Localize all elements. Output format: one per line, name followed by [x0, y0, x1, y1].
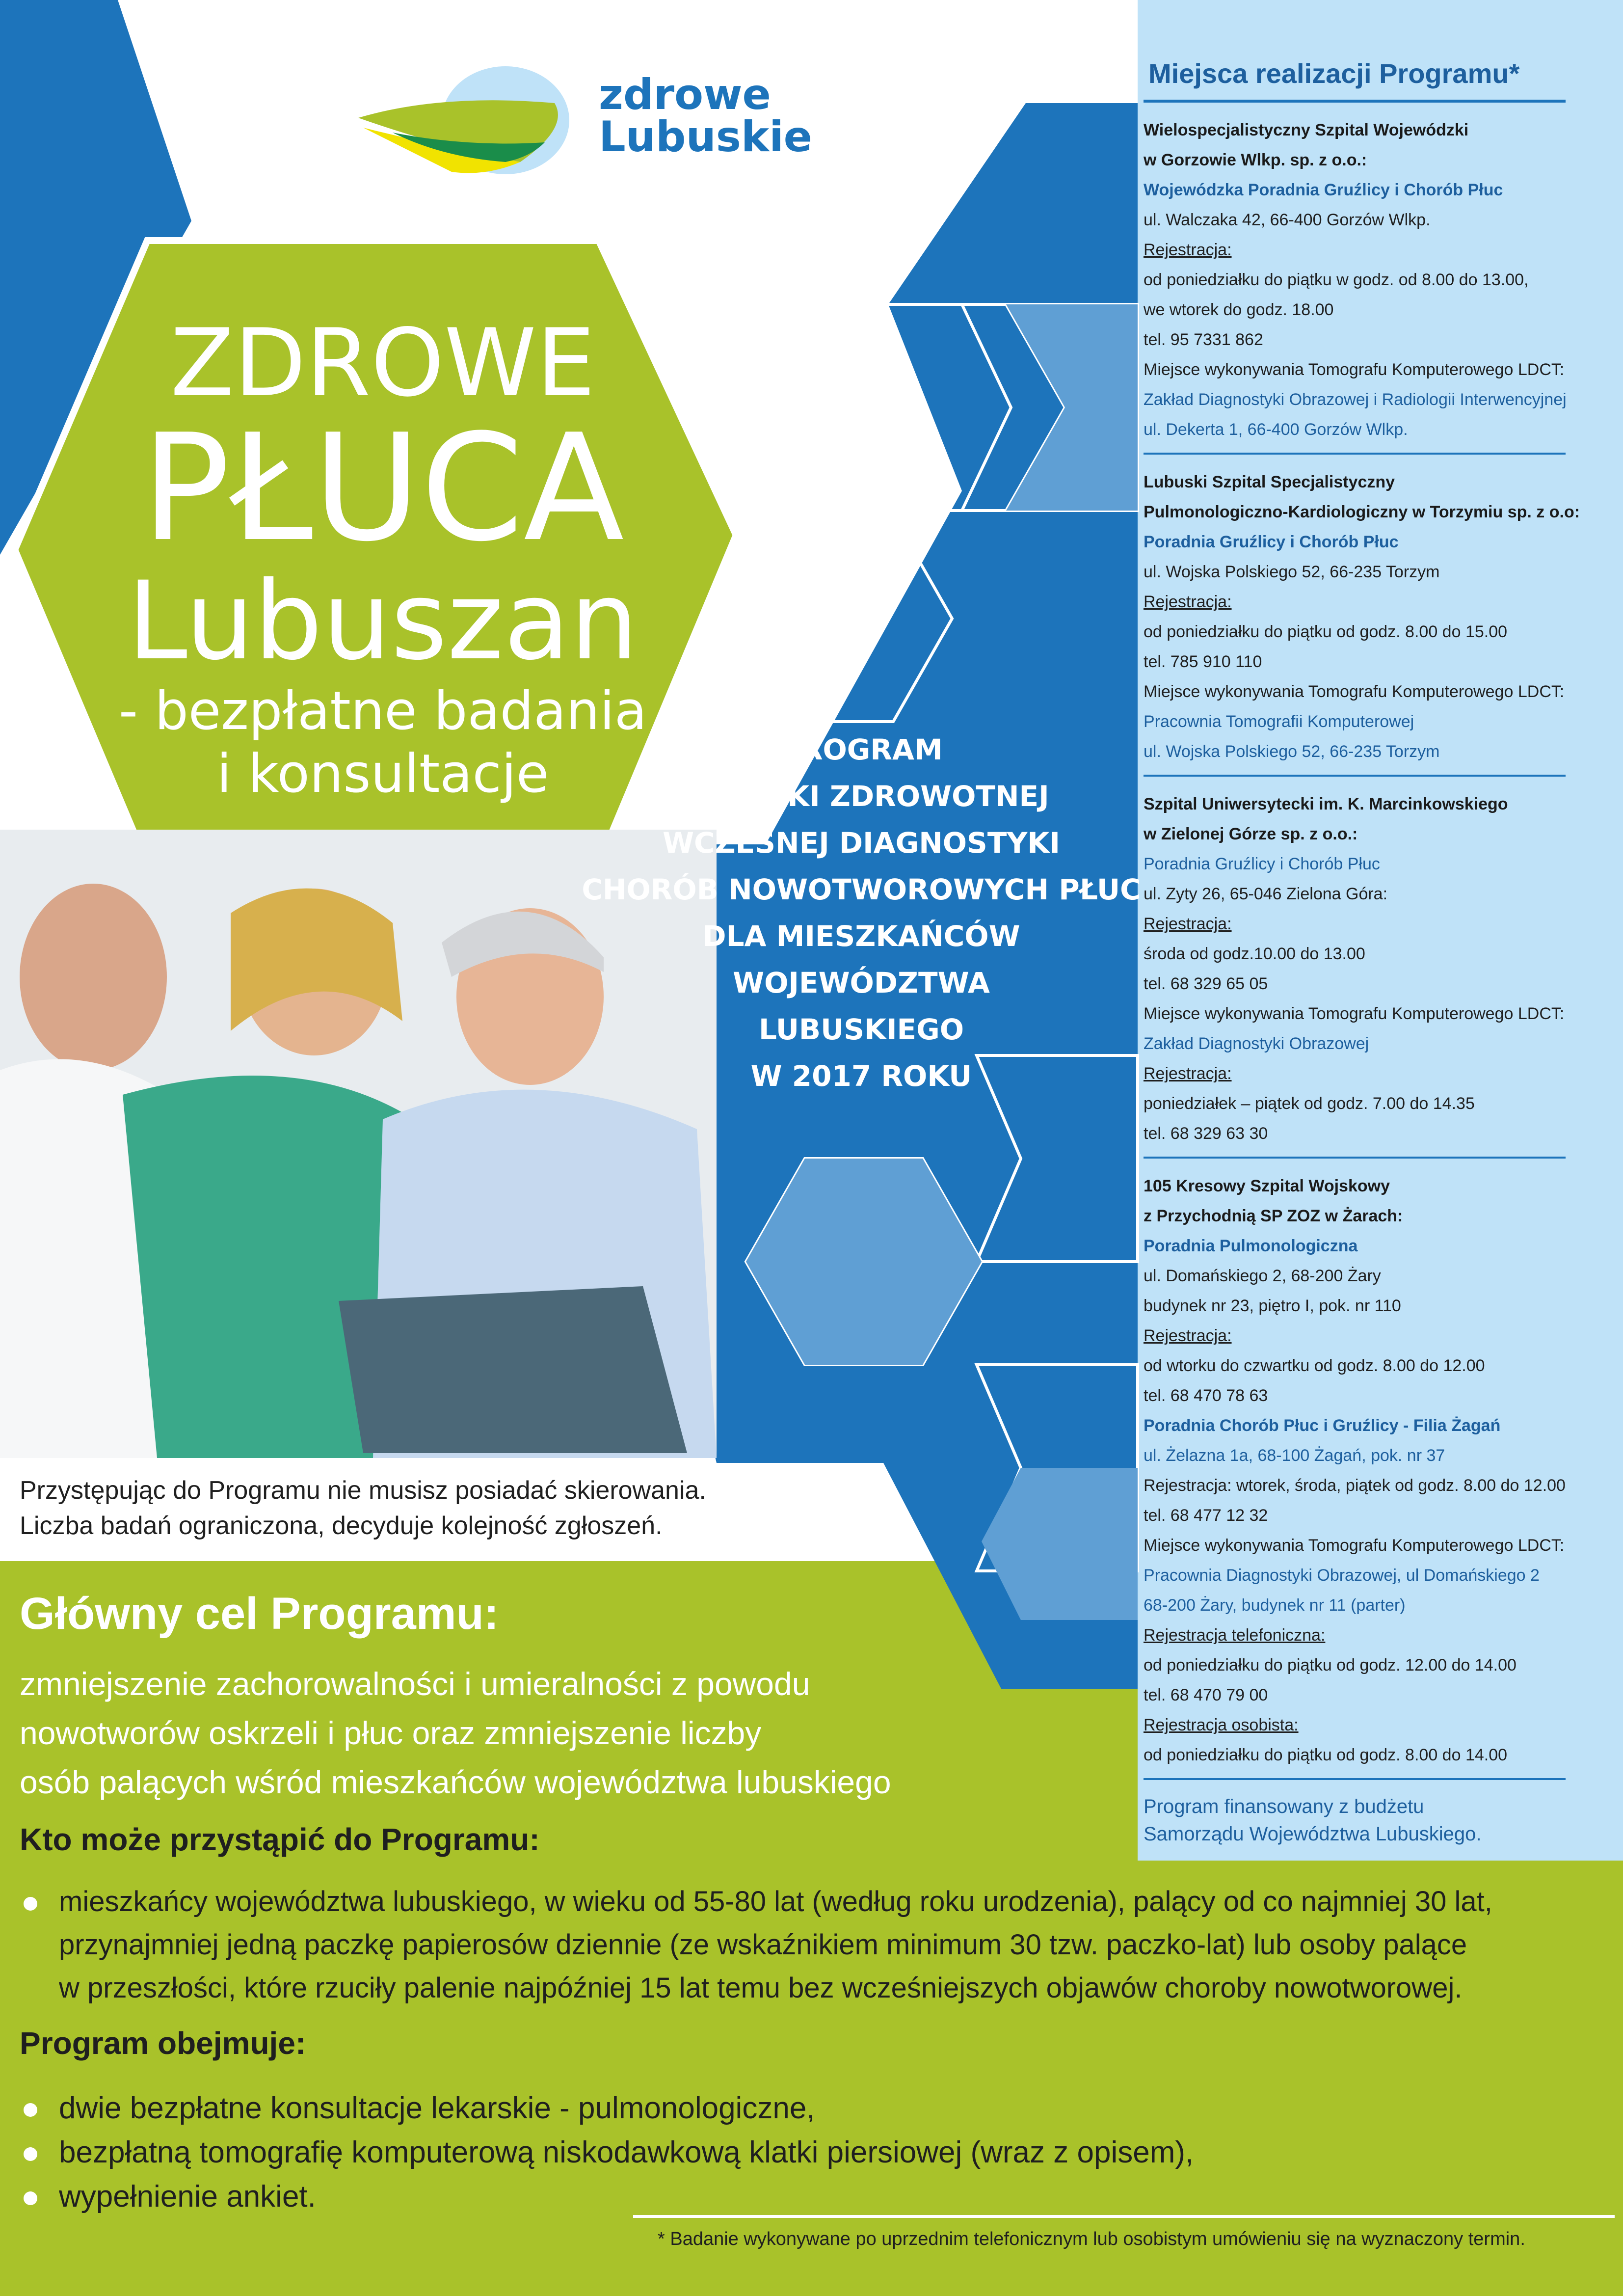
hero-line-4: - bezpłatne badania: [118, 680, 647, 742]
hours: środa od godz.10.00 do 13.00: [1144, 945, 1365, 963]
goal-heading: Główny cel Programu:: [20, 1589, 499, 1639]
program-title: [579, 727, 1144, 1100]
goal-line: zmniejszenie zachorowalności i umieralności z powodu: [20, 1666, 810, 1702]
program-line: LUBUSKIEGO: [758, 1013, 964, 1046]
ct-location: ul. Dekerta 1, 66-400 Gorzów Wlkp.: [1144, 420, 1408, 439]
registration-label: Rejestracja:: [1144, 915, 1232, 933]
address: ul. Walczaka 42, 66-400 Gorzów Wlkp.: [1144, 211, 1431, 229]
phone: tel. 68 470 79 00: [1144, 1686, 1268, 1704]
location-gorzow: [1144, 115, 1575, 445]
section-divider: [1144, 775, 1566, 777]
funding-line: Program finansowany z budżetu: [1144, 1796, 1424, 1817]
hours: poniedziałek – piątek od godz. 7.00 do 14.35: [1144, 1094, 1475, 1113]
ct-location: Pracownia Tomografii Komputerowej: [1144, 712, 1414, 731]
program-line: WOJEWÓDZTWA: [733, 966, 990, 999]
phone: tel. 68 329 65 05: [1144, 974, 1268, 993]
funding-line: Samorządu Województwa Lubuskiego.: [1144, 1823, 1482, 1845]
clinic-name: Wojewódzka Poradnia Gruźlicy i Chorób Płuc: [1144, 181, 1503, 199]
registration-label: Rejestracja:: [1144, 593, 1232, 611]
hospital-name: Lubuski Szpital Specjalistyczny: [1144, 473, 1395, 491]
eligibility-line: przynajmniej jedną paczkę papierosów dziennie (ze wskaźnikiem minimum 30 tzw. paczko-lat) lub osoby palące: [59, 1929, 1467, 1961]
hospital-name: w Zielonej Górze sp. z o.o.:: [1144, 825, 1358, 843]
hospital-name: z Przychodnią SP ZOZ w Żarach:: [1144, 1207, 1403, 1225]
ct-label: Miejsce wykonywania Tomografu Komputerowego LDCT:: [1144, 1536, 1565, 1555]
hours: od wtorku do czwartku od godz. 8.00 do 12.00: [1144, 1356, 1485, 1375]
ct-label: Miejsce wykonywania Tomografu Komputerowego LDCT:: [1144, 682, 1565, 701]
location-zary: [1144, 1171, 1575, 1770]
address: budynek nr 23, piętro I, pok. nr 110: [1144, 1297, 1401, 1315]
scope-list: [20, 2086, 1296, 2219]
hero-line-2: PŁUCA: [141, 403, 624, 574]
section-divider: [1144, 453, 1566, 455]
footnote-rule: [633, 2215, 1615, 2218]
program-line: POLITYKI ZDROWOTNEJ: [673, 780, 1049, 813]
hours: od poniedziałku do piątku od godz. 8.00 do 14.00: [1144, 1746, 1508, 1764]
logo-mark: [358, 66, 569, 174]
registration-label: Rejestracja telefoniczna:: [1144, 1626, 1326, 1645]
referral-note: [20, 1473, 785, 1543]
ct-label: Miejsce wykonywania Tomografu Komputerowego LDCT:: [1144, 1004, 1565, 1023]
ct-location: Pracownia Diagnostyki Obrazowej, ul Domańskiego 2: [1144, 1566, 1540, 1585]
hero-line-1: ZDROWE: [170, 309, 595, 417]
location-zielona-gora: [1144, 789, 1575, 1149]
logo-line-2: Lubuskie: [599, 112, 812, 162]
program-line: PROGRAM: [780, 733, 943, 766]
clinic-name: Poradnia Chorób Płuc i Gruźlicy - Filia Żagań: [1144, 1416, 1501, 1435]
ct-label: Miejsce wykonywania Tomografu Komputerowego LDCT:: [1144, 360, 1565, 379]
scope-item: bezpłatną tomografię komputerową niskodawkową klatki piersiowej (wraz z opisem),: [20, 2131, 1296, 2175]
eligibility-line: mieszkańcy województwa lubuskiego, w wieku od 55-80 lat (według roku urodzenia), palący od co najmniej 30 lat,: [59, 1886, 1492, 1918]
scope-heading: Program obejmuje:: [20, 2026, 306, 2061]
phone: tel. 95 7331 862: [1144, 330, 1263, 349]
logo-line-1: zdrowe: [599, 70, 771, 119]
eligibility-text: [20, 1880, 1610, 2010]
hospital-name: Szpital Uniwersytecki im. K. Marcinkowskiego: [1144, 795, 1508, 813]
address: ul. Zyty 26, 65-046 Zielona Góra:: [1144, 885, 1388, 903]
note-line: Przystępując do Programu nie musisz posiadać skierowania.: [20, 1476, 706, 1505]
phone: tel. 68 329 63 30: [1144, 1124, 1268, 1143]
eligibility-line: w przeszłości, które rzuciły palenie najpóźniej 15 lat temu bez wcześniejszych objawów choroby nowotworowej.: [59, 1972, 1463, 2004]
hours: od poniedziałku do piątku od godz. 8.00 do 15.00: [1144, 622, 1508, 641]
eligibility-item: [20, 1880, 1610, 2010]
hospital-name: Wielospecjalistyczny Szpital Wojewódzki: [1144, 121, 1469, 139]
funding-note: [1144, 1793, 1575, 1848]
hero-line-3: Lubuszan: [127, 558, 639, 684]
locations-panel: [1144, 56, 1580, 1848]
hero-line-5: i konsultacje: [216, 743, 549, 805]
hospital-name: Pulmonologiczno-Kardiologiczny w Torzymiu sp. z o.o:: [1144, 503, 1580, 521]
phone: tel. 68 477 12 32: [1144, 1506, 1268, 1525]
goal-text: [20, 1659, 1099, 1807]
registration-label: Rejestracja osobista:: [1144, 1716, 1299, 1734]
logo-wordmark: [599, 70, 812, 162]
phone: tel. 68 470 78 63: [1144, 1386, 1268, 1405]
goal-line: osób palących wśród mieszkańców województwa lubuskiego: [20, 1764, 891, 1800]
hours: Rejestracja: wtorek, środa, piątek od godz. 8.00 do 12.00: [1144, 1476, 1566, 1495]
panel-title: Miejsca realizacji Programu*: [1148, 58, 1520, 89]
goal-line: nowotworów oskrzeli i płuc oraz zmniejszenie liczby: [20, 1715, 762, 1751]
address: ul. Domańskiego 2, 68-200 Żary: [1144, 1267, 1381, 1285]
registration-label: Rejestracja:: [1144, 241, 1232, 259]
scope-item: wypełnienie ankiet.: [20, 2175, 1296, 2219]
program-line: W 2017 ROKU: [750, 1059, 972, 1093]
ct-location: 68-200 Żary, budynek nr 11 (parter): [1144, 1596, 1406, 1615]
program-line: DLA MIESZKAŃCÓW: [702, 919, 1020, 953]
registration-label: Rejestracja:: [1144, 1326, 1232, 1345]
clinic-name: Poradnia Gruźlicy i Chorób Płuc: [1144, 855, 1380, 873]
panel-title-rule: [1144, 100, 1566, 103]
hours: od poniedziałku do piątku w godz. od 8.00 do 13.00,: [1144, 270, 1529, 289]
registration-label: Rejestracja:: [1144, 1064, 1232, 1083]
section-divider: [1144, 1778, 1566, 1780]
address: ul. Wojska Polskiego 52, 66-235 Torzym: [1144, 563, 1440, 581]
hours: od poniedziałku do piątku od godz. 12.00 do 14.00: [1144, 1656, 1517, 1675]
note-line: Liczba badań ograniczona, decyduje kolejność zgłoszeń.: [20, 1512, 663, 1540]
phone: tel. 785 910 110: [1144, 652, 1262, 671]
hours: we wtorek do godz. 18.00: [1144, 300, 1334, 319]
clinic-name: Poradnia Gruźlicy i Chorób Płuc: [1144, 533, 1399, 551]
program-line: CHORÓB NOWOTWOROWYCH PŁUC: [582, 873, 1141, 906]
location-torzym: [1144, 467, 1580, 767]
program-line: WCZESNEJ DIAGNOSTYKI: [663, 826, 1060, 860]
clinic-name: Poradnia Pulmonologiczna: [1144, 1237, 1358, 1255]
ct-location: ul. Wojska Polskiego 52, 66-235 Torzym: [1144, 742, 1440, 761]
section-divider: [1144, 1157, 1566, 1159]
eligibility-heading: Kto może przystąpić do Programu:: [20, 1822, 540, 1857]
ct-location: Zakład Diagnostyki Obrazowej: [1144, 1034, 1369, 1053]
hospital-name: 105 Kresowy Szpital Wojskowy: [1144, 1177, 1390, 1195]
address: ul. Żelazna 1a, 68-100 Żagań, pok. nr 37: [1144, 1446, 1445, 1465]
ct-location: Zakład Diagnostyki Obrazowej i Radiologii Interwencyjnej: [1144, 390, 1567, 409]
hospital-name: w Gorzowie Wlkp. sp. z o.o.:: [1144, 151, 1367, 169]
scope-item: dwie bezpłatne konsultacje lekarskie - pulmonologiczne,: [20, 2086, 1296, 2131]
footnote: * Badanie wykonywane po uprzednim telefonicznym lub osobistym umówieniu się na wyznaczony termin.: [658, 2229, 1525, 2249]
